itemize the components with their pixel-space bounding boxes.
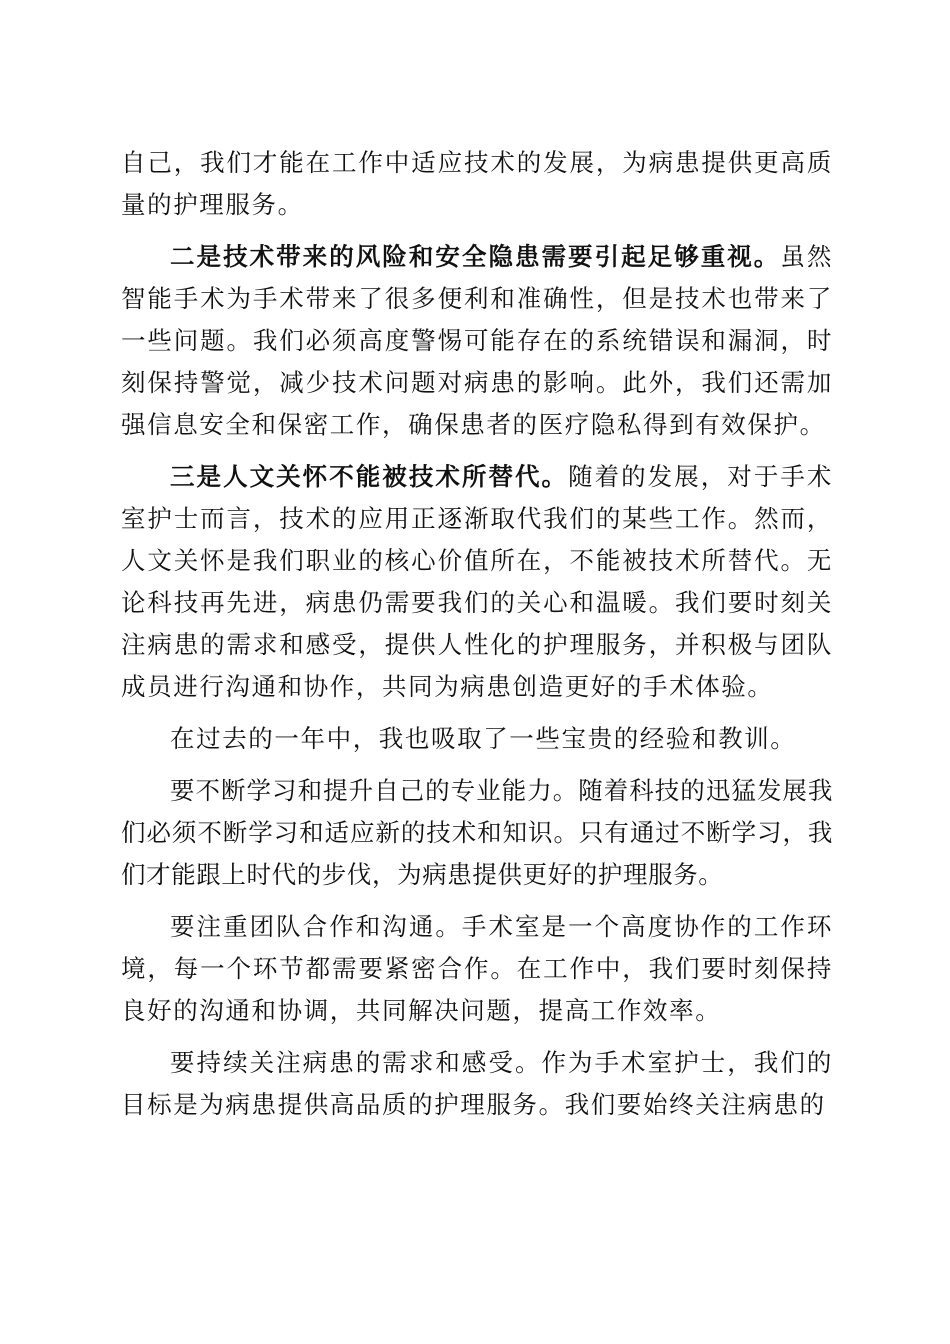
paragraph-text: 要注重团队合作和沟通。手术室是一个高度协作的工作环境，每一个环节都需要紧密合作。在工作中，我们要时刻保持良好的沟通和协调，共同解决问题，提高工作效率。 (121, 912, 833, 1025)
paragraph-lessons-intro (121, 718, 833, 760)
paragraph-lesson-teamwork (121, 906, 833, 1032)
paragraph-text: 随着的发展，对于手术室护士而言，技术的应用正逐渐取代我们的某些工作。然而，人文关怀是我们职业的核心价值所在，不能被技术所替代。无论科技再先进，病患仍需要我们的关心和温暖。我们要时刻关注病患的需求和感受，提供人性化的护理服务，并积极与团队成员进行沟通和协作，共同为病患创造更好的手术体验。 (121, 462, 833, 701)
paragraph-lesson-patients (121, 1042, 833, 1126)
paragraph-text: 虽然智能手术为手术带来了很多便利和准确性，但是技术也带来了一些问题。我们必须高度警惕可能存在的系统错误和漏洞，时刻保持警觉，减少技术问题对病患的影响。此外，我们还需加强信息安全和保密工作，确保患者的医疗隐私得到有效保护。 (121, 242, 833, 439)
paragraph-lead: 三是人文关怀不能被技术所替代。 (170, 462, 569, 491)
paragraph-lesson-learning (121, 770, 833, 896)
paragraph-text: 在过去的一年中，我也吸取了一些宝贵的经验和教训。 (170, 724, 797, 753)
document-body (121, 142, 833, 1136)
paragraph-point-three (121, 456, 833, 708)
paragraph-text: 要不断学习和提升自己的专业能力。随着科技的迅猛发展我们必须不断学习和适应新的技术和知识。只有通过不断学习，我们才能跟上时代的步伐，为病患提供更好的护理服务。 (121, 776, 833, 889)
paragraph-continuation (121, 142, 833, 226)
paragraph-point-two (121, 236, 833, 446)
paragraph-text: 自己，我们才能在工作中适应技术的发展，为病患提供更高质量的护理服务。 (121, 148, 833, 219)
paragraph-text: 要持续关注病患的需求和感受。作为手术室护士，我们的目标是为病患提供高品质的护理服务。我们要始终关注病患的 (121, 1048, 833, 1119)
paragraph-lead: 二是技术带来的风险和安全隐患需要引起足够重视。 (170, 242, 781, 271)
